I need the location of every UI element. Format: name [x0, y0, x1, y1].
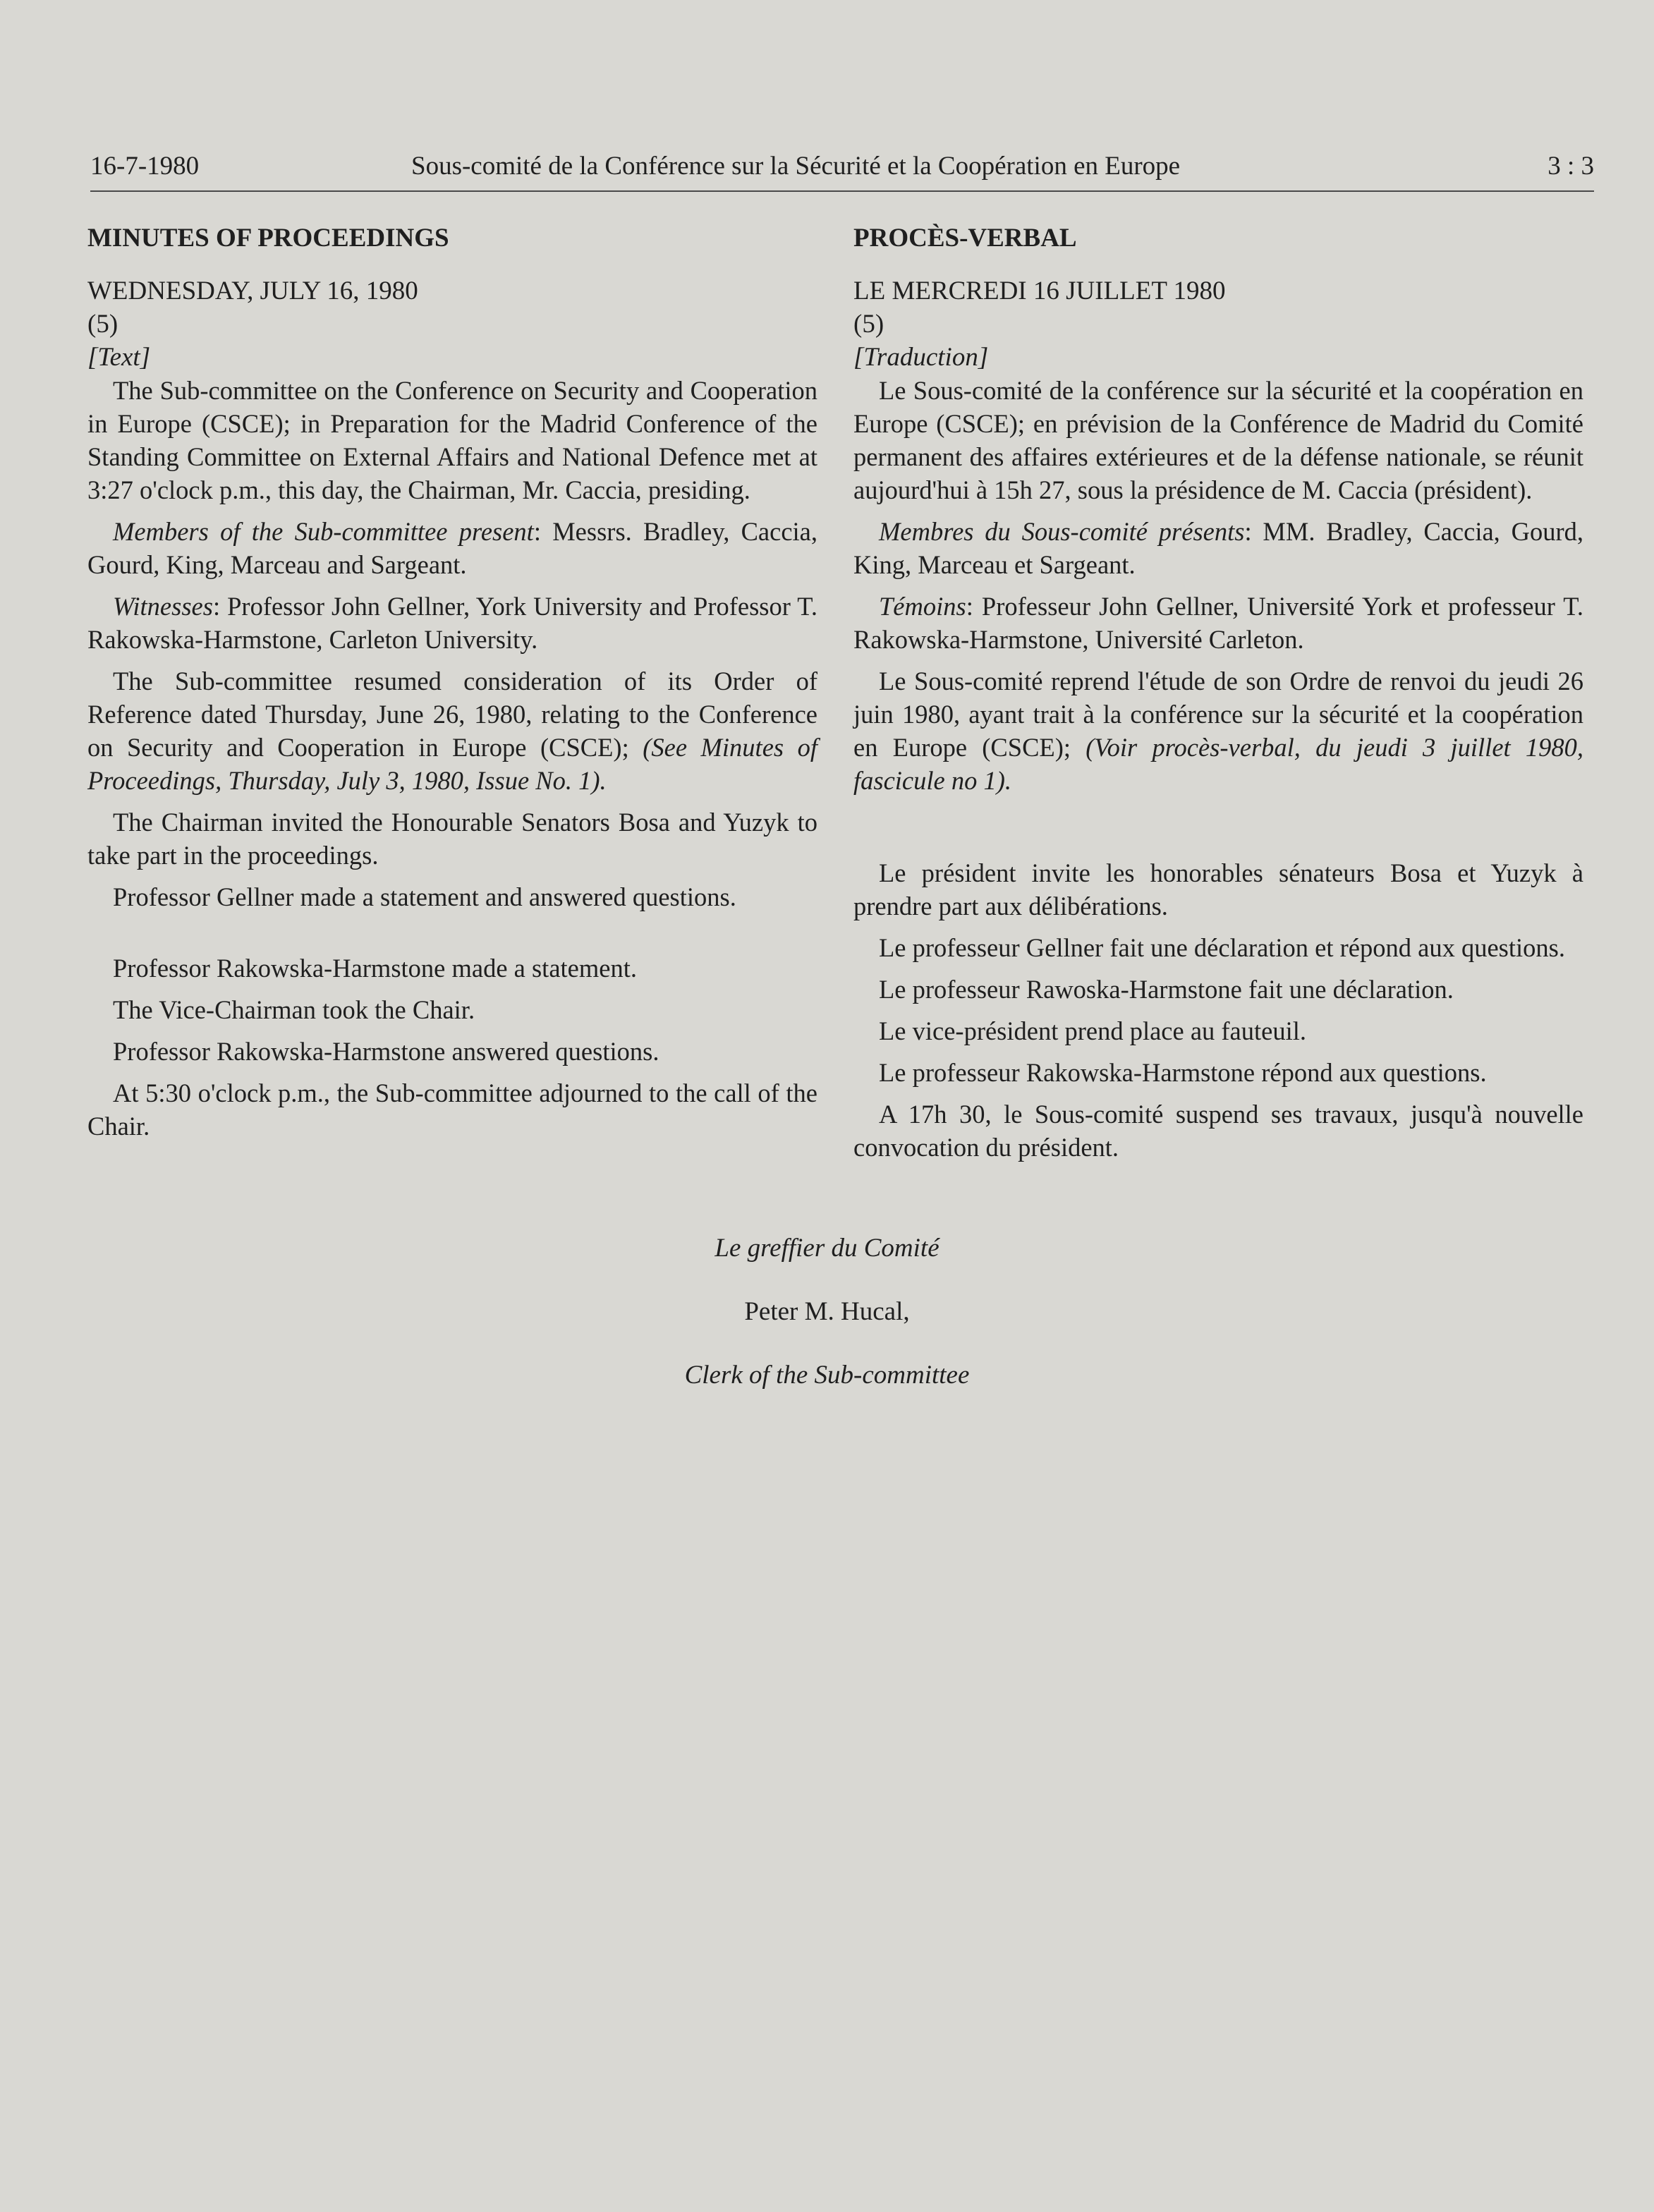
invited-paragraph-fr: Le président invite les honorables sénateurs Bosa et Yuzyk à prendre part aux délibérations. [853, 858, 1583, 920]
traduction-label: [Traduction] [853, 343, 989, 372]
adjourned-paragraph: At 5:30 o'clock p.m., the Sub-committee adjourned to the call of the Chair. [87, 1078, 817, 1141]
minutes-title: MINUTES OF PROCEEDINGS [87, 224, 449, 253]
gellner-paragraph: Professor Gellner made a statement and answered questions. [113, 882, 736, 911]
clerk-name: Peter M. Hucal, [744, 1297, 910, 1326]
resumed-reference: (See Minutes of Proceedings, Thursday, July 3, 1980, Issue No. 1). [87, 733, 817, 795]
issue-number: (5) [87, 310, 118, 339]
traduction-label-wrap [853, 341, 1583, 374]
resumed-paragraph [87, 664, 817, 797]
vice-chair-paragraph-fr: Le vice-président prend place au fauteuil. [879, 1016, 1307, 1045]
rakowska-answered-paragraph: Professor Rakowska-Harmstone answered questions. [113, 1037, 659, 1066]
english-column [87, 221, 817, 1143]
clerk-title-fr: Le greffier du Comité [714, 1234, 940, 1263]
proces-verbal-title: PROCÈS-VERBAL [853, 224, 1077, 253]
clerk-en-wrap [0, 1359, 1654, 1392]
witnesses-text: : Professor John Gellner, York University and Professor T. Rakowska-Harmstone, Carleton University. [87, 592, 817, 654]
issue-number-fr: (5) [853, 310, 884, 339]
opening-paragraph-fr: Le Sous-comité de la conférence sur la sécurité et la coopération en Europe (CSCE); en prévision de la Conférence de Madrid du Comité permanent des affaires extérieures et de la défense nationale, se réunit aujourd'hui à 15h 27, sous la présidence de M. Caccia (président). [853, 376, 1583, 504]
resumed-text-fr: Le Sous-comité reprend l'étude de son Ordre de renvoi du jeudi 26 juin 1980, ayant trait à la conférence sur la sécurité et la coopération en Europe (CSCE); [853, 667, 1583, 762]
text-label-wrap [87, 341, 817, 374]
vice-chair-paragraph: The Vice-Chairman took the Chair. [113, 995, 475, 1024]
witnesses-paragraph [87, 590, 817, 656]
rakowska-statement-paragraph: Professor Rakowska-Harmstone made a statement. [113, 954, 637, 983]
page-header [90, 151, 1594, 192]
header-title: Sous-comité de la Conférence sur la Sécurité et la Coopération en Europe [411, 152, 1181, 181]
invited-paragraph: The Chairman invited the Honourable Senators Bosa and Yuzyk to take part in the proceedings. [87, 808, 817, 870]
clerk-title-en: Clerk of the Sub-committee [684, 1361, 970, 1390]
witnesses-label-fr: Témoins [879, 592, 966, 621]
signature-block [0, 1232, 1654, 1392]
rakowska-statement-paragraph-fr: Le professeur Rawoska-Harmstone fait une déclaration. [879, 975, 1454, 1004]
meeting-date-fr: LE MERCREDI 16 JUILLET 1980 [853, 276, 1226, 305]
header-date: 16-7-1980 [90, 152, 200, 181]
members-paragraph-fr [853, 515, 1583, 581]
header-page-number: 3 : 3 [1547, 152, 1594, 181]
members-text-fr: : MM. Bradley, Caccia, Gourd, King, Marceau et Sargeant. [853, 517, 1583, 579]
gellner-paragraph-fr: Le professeur Gellner fait une déclaration et répond aux questions. [879, 933, 1565, 962]
text-label: [Text] [87, 343, 151, 372]
opening-paragraph: The Sub-committee on the Conference on Security and Cooperation in Europe (CSCE); in Preparation for the Madrid Conference of the Standing Committee on External Affairs and National Defence met at 3:27 o'clock p.m., this day, the Chairman, Mr. Caccia, presiding. [87, 376, 817, 504]
witnesses-label: Witnesses [113, 592, 213, 621]
rakowska-answered-paragraph-fr: Le professeur Rakowska-Harmstone répond aux questions. [879, 1058, 1487, 1087]
adjourned-paragraph-fr: A 17h 30, le Sous-comité suspend ses travaux, jusqu'à nouvelle convocation du président. [853, 1100, 1583, 1162]
members-label-fr: Membres du Sous-comité présents [879, 517, 1245, 546]
witnesses-paragraph-fr [853, 590, 1583, 656]
french-column [853, 221, 1583, 1164]
resumed-reference-fr: (Voir procès-verbal, du jeudi 3 juillet 1980, fascicule no 1). [853, 733, 1583, 795]
resumed-paragraph-fr [853, 664, 1583, 797]
clerk-fr-wrap [0, 1232, 1654, 1265]
members-text: : Messrs. Bradley, Caccia, Gourd, King, Marceau and Sargeant. [87, 517, 817, 579]
witnesses-text-fr: : Professeur John Gellner, Université York et professeur T. Rakowska-Harmstone, Université Carleton. [853, 592, 1583, 654]
meeting-date: WEDNESDAY, JULY 16, 1980 [87, 276, 418, 305]
members-paragraph [87, 515, 817, 581]
members-label: Members of the Sub-committee present [113, 517, 534, 546]
resumed-text: The Sub-committee resumed consideration of its Order of Reference dated Thursday, June 26, 1980, relating to the Conference on Security and Cooperation in Europe (CSCE); [87, 667, 817, 762]
